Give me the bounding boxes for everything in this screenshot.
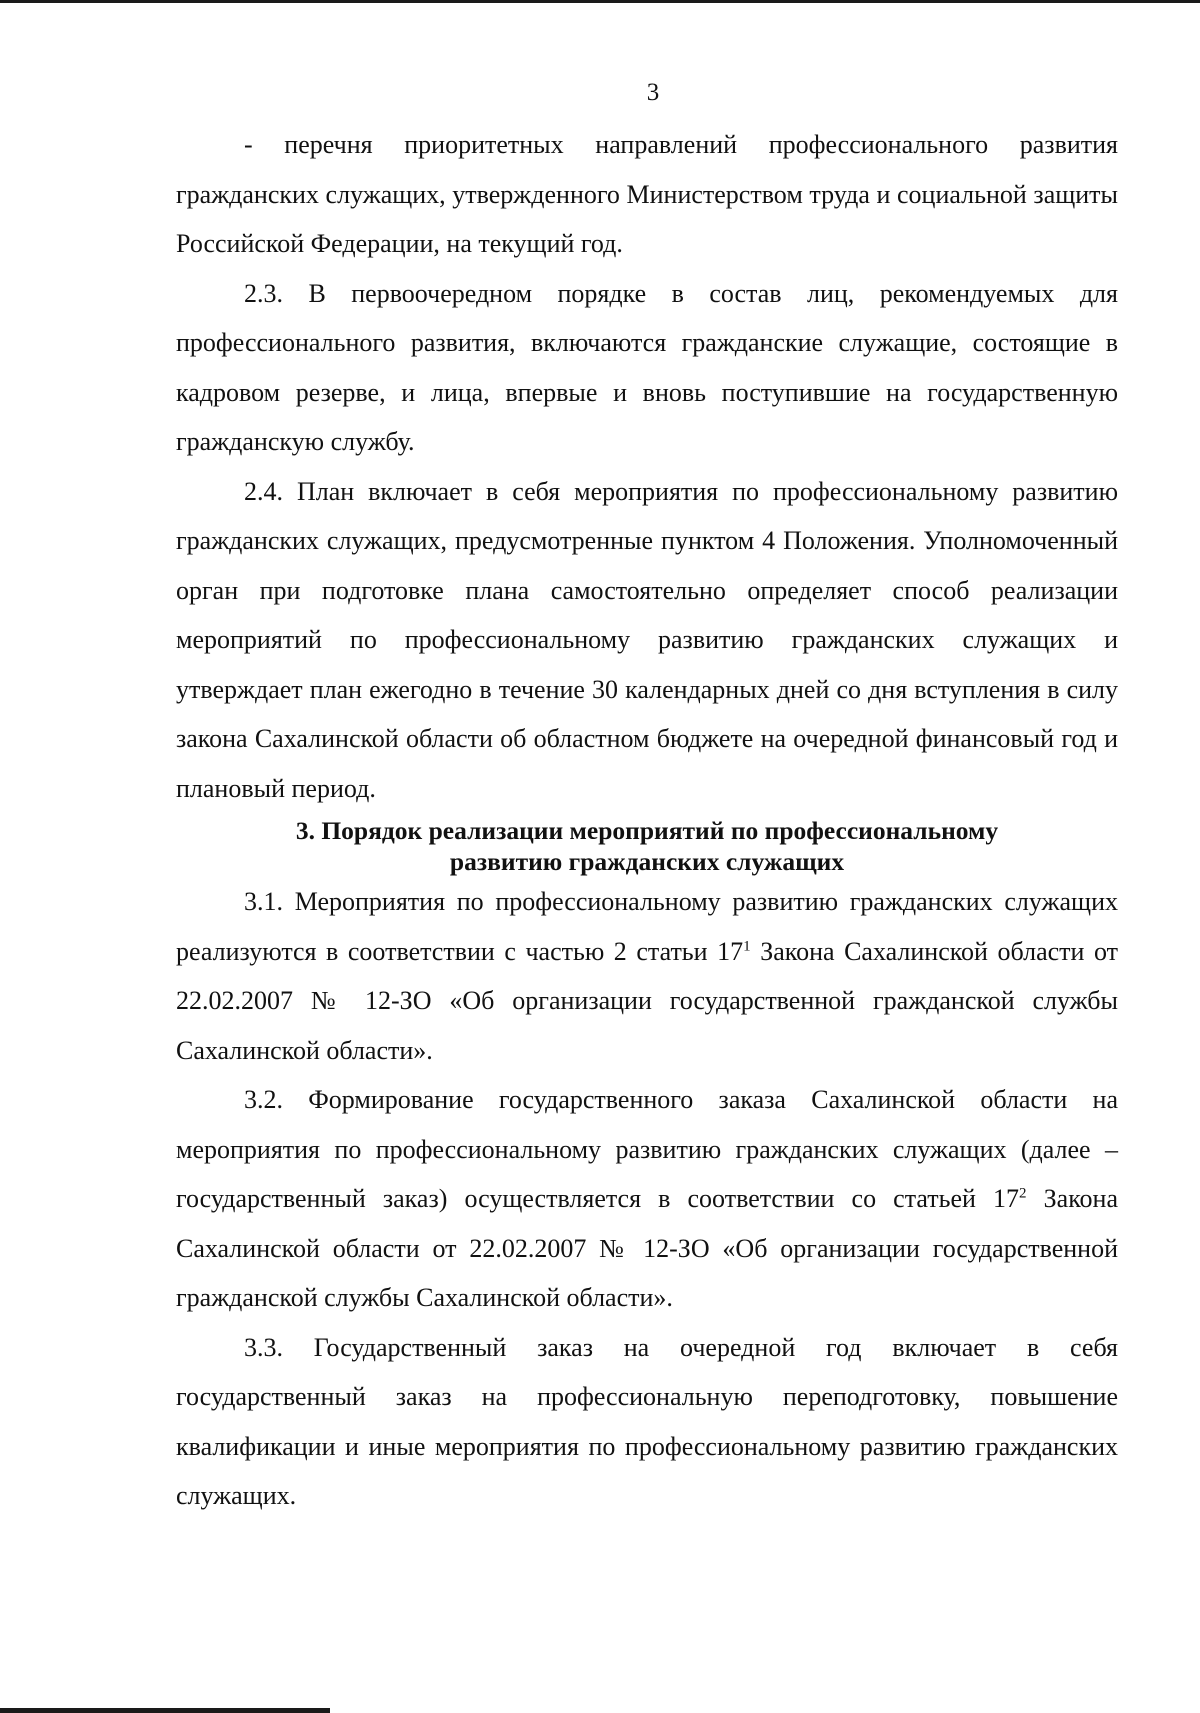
paragraph-3-1 <box>176 877 1118 1075</box>
section-3-heading-line-2: развитию гражданских служащих <box>449 847 845 876</box>
paragraph-3-2-text-b: Закона Сахалинской области от 22.02.2007 № 12-ЗО «Об организации государственной гражданской службы Сахалинской области». <box>176 1184 1118 1312</box>
section-3-heading-line-1: 3. Порядок реализации мероприятий по профессиональному <box>295 816 999 845</box>
scan-edge-bottom <box>0 1708 330 1713</box>
paragraph-3-2-text-a: 3.2. Формирование государственного заказа Сахалинской области на мероприятия по профессиональному развитию гражданских служащих (далее – государственный заказ) осуществляется в соответствии со статьей 17 <box>176 1085 1118 1213</box>
paragraph-3-1-text-a: 3.1. Мероприятия по профессиональному развитию гражданских служащих реализуются в соответствии с частью 2 статьи 17 <box>176 887 1118 966</box>
paragraph-priority-list: - перечня приоритетных направлений профессионального развития гражданских служащих, утвержденного Министерством труда и социальной защиты Российской Федерации, на текущий год. <box>176 130 1118 258</box>
paragraph-2-4: 2.4. План включает в себя мероприятия по профессиональному развитию гражданских служащих, предусмотренные пунктом 4 Положения. Уполномоченный орган при подготовке плана самостоятельно определяет способ реализации мероприятий по профессиональному развитию гражданских служащих и утверждает план ежегодно в течение 30 календарных дней со дня вступления в силу закона Сахалинской области об областном бюджете на очередной финансовый год и плановый период. <box>176 476 1118 803</box>
scan-edge-top <box>0 0 1200 3</box>
page-number: 3 <box>646 79 660 106</box>
section-3-heading <box>176 815 1118 877</box>
paragraph-3-3: 3.3. Государственный заказ на очередной год включает в себя государственный заказ на профессиональную переподготовку, повышение квалификации и иные мероприятия по профессиональному развитию гражданских служащих. <box>176 1332 1118 1510</box>
document-page <box>176 78 1118 1521</box>
paragraph-3-1-text-b: Закона Сахалинской области от 22.02.2007 № 12-ЗО «Об организации государственной гражданской службы Сахалинской области». <box>176 936 1119 1065</box>
superscript-article-17-2: 2 <box>1019 1185 1027 1202</box>
paragraph-3-2 <box>176 1075 1118 1323</box>
paragraph-2-3: 2.3. В первоочередном порядке в состав лиц, рекомендуемых для профессионального развития, включаются гражданские служащие, состоящие в кадровом резерве, и лица, впервые и вновь поступившие на государственную гражданскую службу. <box>176 278 1118 456</box>
superscript-article-17-1: 1 <box>743 937 751 954</box>
